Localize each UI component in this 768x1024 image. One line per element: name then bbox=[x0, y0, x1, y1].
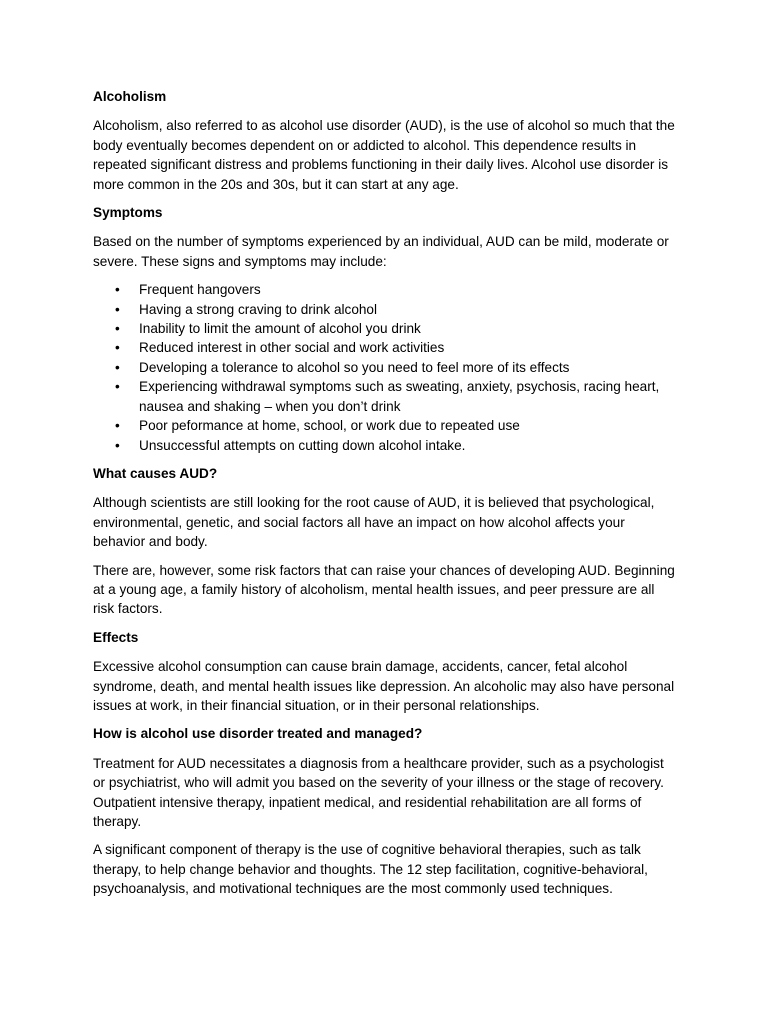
bullet-icon: • bbox=[115, 340, 120, 356]
symptom-text: Having a strong craving to drink alcohol bbox=[139, 301, 378, 317]
treatment-heading: How is alcohol use disorder treated and managed? bbox=[93, 726, 423, 742]
bullet-icon: • bbox=[115, 282, 120, 298]
symptom-list-item bbox=[93, 300, 678, 319]
symptom-text: Reduced interest in other social and work activities bbox=[139, 340, 445, 356]
effects-heading: Effects bbox=[93, 629, 139, 645]
symptom-text: Frequent hangovers bbox=[139, 282, 261, 298]
document-title: Alcoholism bbox=[93, 89, 167, 104]
symptom-list-item bbox=[93, 280, 678, 299]
symptoms-list bbox=[93, 280, 678, 455]
bullet-icon: • bbox=[115, 379, 120, 395]
bullet-icon: • bbox=[115, 301, 120, 317]
causes-heading: What causes AUD? bbox=[93, 465, 218, 481]
symptom-text: Experiencing withdrawal symptoms such as sweating, anxiety, psychosis, racing heart, nausea and shaking – when you don’t drink bbox=[139, 379, 660, 414]
symptom-list-item bbox=[93, 319, 678, 338]
bullet-icon: • bbox=[115, 418, 120, 434]
symptom-text: Inability to limit the amount of alcohol you drink bbox=[139, 321, 421, 337]
risk-factors-paragraph: There are, however, some risk factors that can raise your chances of developing AUD. Beginning at a young age, a family history of alcoholism, mental health issues, and peer pressure are all risk factors. bbox=[93, 562, 675, 617]
symptoms-lead-paragraph: Based on the number of symptoms experienced by an individual, AUD can be mild, moderate or severe. These signs and symptoms may include: bbox=[93, 234, 669, 269]
symptom-list-item bbox=[93, 358, 678, 377]
causes-paragraph: Although scientists are still looking for the root cause of AUD, it is believed that psychological, environmental, genetic, and social factors all have an impact on how alcohol affects your behavior and body. bbox=[93, 495, 655, 550]
symptom-list-item bbox=[93, 416, 678, 435]
symptom-list-item bbox=[93, 436, 678, 455]
symptom-list-item bbox=[93, 338, 678, 357]
bullet-icon: • bbox=[115, 321, 120, 337]
intro-paragraph: Alcoholism, also referred to as alcohol use disorder (AUD), is the use of alcohol so much that the body eventually becomes dependent on or addicted to alcohol. This dependence results in repeated significant distress and problems functioning in their daily lives. Alcohol use disorder is more common in the 20s and 30s, but it can start at any age. bbox=[93, 118, 675, 192]
bullet-icon: • bbox=[115, 437, 120, 453]
symptom-text: Poor peformance at home, school, or work due to repeated use bbox=[139, 418, 520, 434]
bullet-icon: • bbox=[115, 359, 120, 375]
symptoms-heading: Symptoms bbox=[93, 205, 163, 221]
treatment-paragraph: Treatment for AUD necessitates a diagnosis from a healthcare provider, such as a psychologist or psychiatrist, who will admit you based on the severity of your illness or the stage of recovery. Outpatient intensive therapy, inpatient medical, and residential rehabilitation are all forms of therapy. bbox=[93, 755, 664, 829]
therapy-paragraph: A significant component of therapy is the use of cognitive behavioral therapies, such as talk therapy, to help change behavior and thoughts. The 12 step facilitation, cognitive-behavioral, psychoanalysis, and motivational techniques are the most commonly used techniques. bbox=[93, 842, 648, 897]
effects-paragraph: Excessive alcohol consumption can cause brain damage, accidents, cancer, fetal alcohol syndrome, death, and mental health issues like depression. An alcoholic may also have personal issues at work, in their financial situation, or in their personal relationships. bbox=[93, 659, 675, 713]
symptom-list-item bbox=[93, 377, 678, 416]
symptom-text: Developing a tolerance to alcohol so you need to feel more of its effects bbox=[139, 359, 570, 375]
symptom-text: Unsuccessful attempts on cutting down alcohol intake. bbox=[139, 437, 466, 453]
